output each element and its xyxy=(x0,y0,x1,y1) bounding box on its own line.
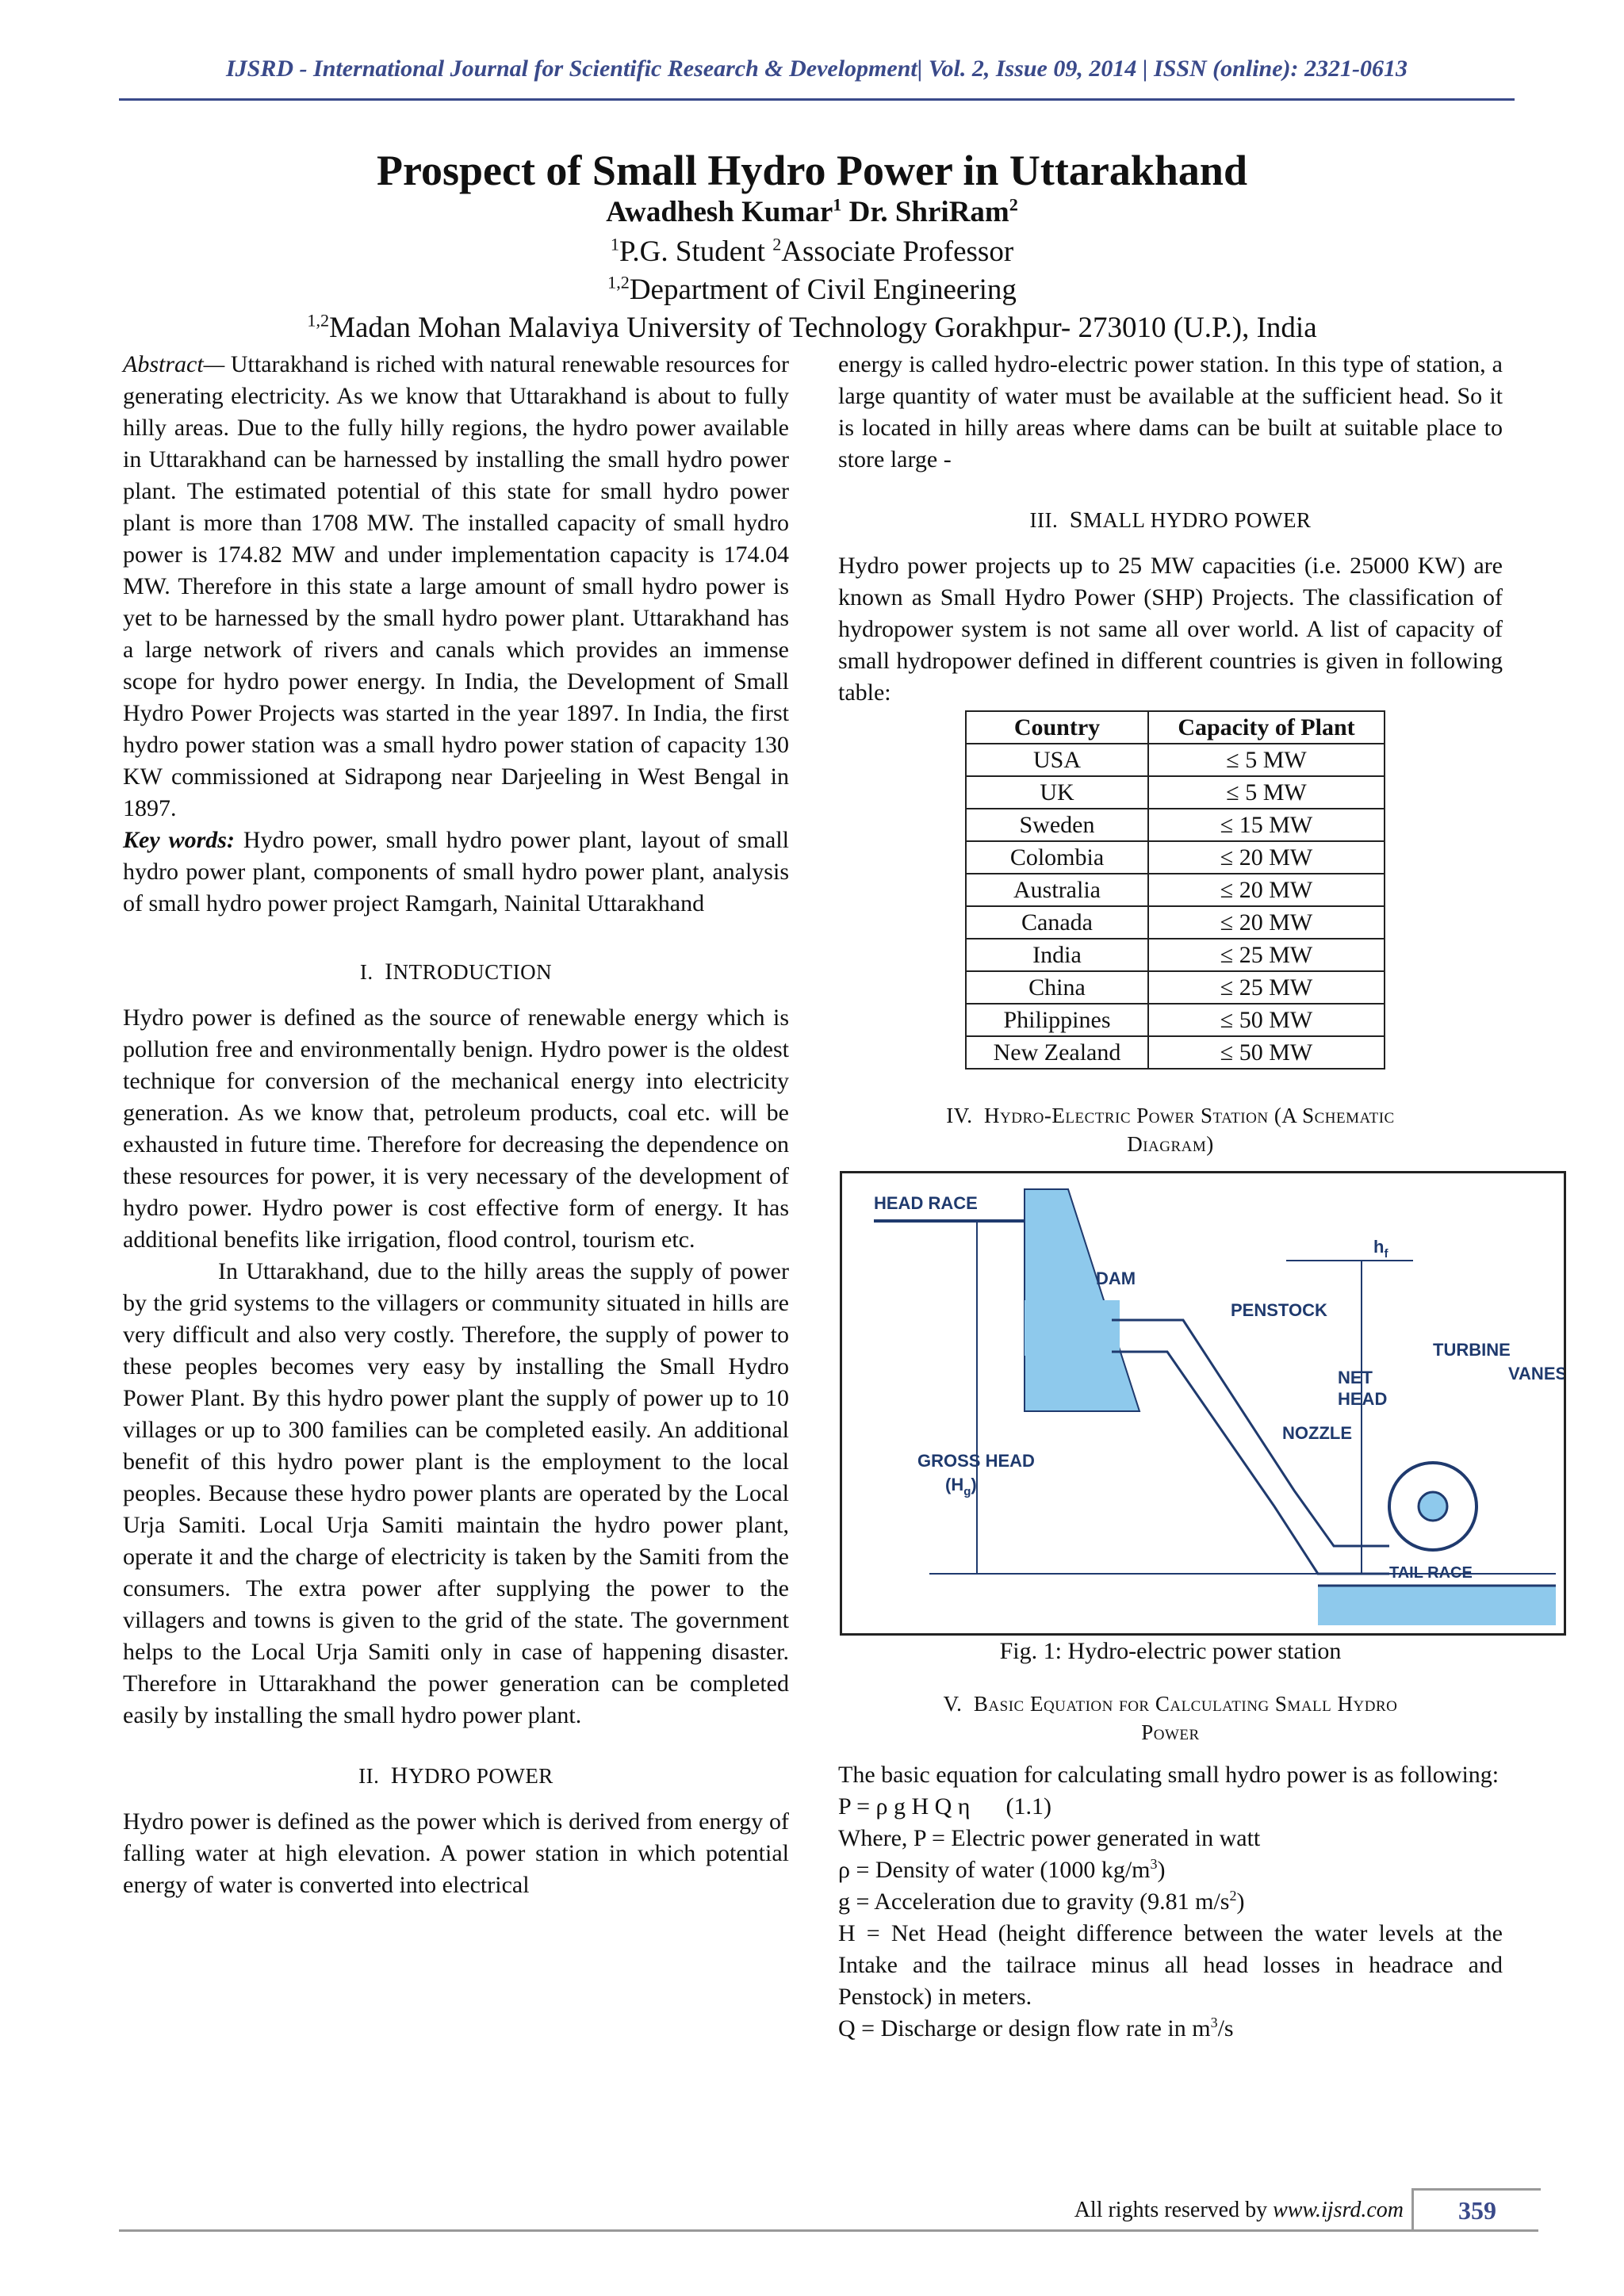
table-cell-country: UK xyxy=(966,776,1148,809)
keywords-label: Key words: xyxy=(123,827,235,853)
table-row xyxy=(966,841,1385,874)
table-row xyxy=(966,906,1385,939)
label-head: HEAD xyxy=(1338,1389,1388,1409)
label-hf: $h_f$ xyxy=(1373,1237,1388,1261)
hydro-schematic-diagram xyxy=(842,1173,1564,1633)
hydro-paragraph-2: energy is called hydro-electric power station. In this type of station, a large quantity of water must be available at the sufficient head. So it is located in hilly areas where dams can be built at suitable place to store large - xyxy=(838,351,1503,473)
section-heading-basic-equation: V. Basic Equation for Calculating Small Hydro Power xyxy=(943,1692,1398,1744)
label-net: NET xyxy=(1338,1368,1373,1387)
label-gross-head: GROSS HEAD xyxy=(917,1451,1035,1471)
figure-caption: Fig. 1: Hydro-electric power station xyxy=(999,1638,1342,1664)
shp-paragraph: Hydro power projects up to 25 MW capacities (i.e. 25000 KW) are known as Small Hydro Power (SHP) Projects. The classification of hydropower system is not same all over world. A list of capacity of small hydropower defined in different countries is given in following table: xyxy=(838,553,1503,706)
table-cell-capacity: ≤ 25 MW xyxy=(1148,971,1385,1004)
table-cell-capacity: ≤ 5 MW xyxy=(1148,744,1385,776)
affiliation-university: $^{1,2}$Madan Mohan Malaviya University of Technology Gorakhpur- 273010 (U.P.), India xyxy=(307,310,1317,344)
journal-header: IJSRD - International Journal for Scientific Research & Development| Vol. 2, Issue 09, 2014 | ISSN (online): 2321-0613 xyxy=(226,55,1408,82)
author-line: Awadhesh Kumar$^1$ Dr. ShriRam$^2$ xyxy=(606,194,1018,228)
label-turbine: TURBINE xyxy=(1433,1340,1511,1360)
section-heading-schematic: IV. Hydro-Electric Power Station (A Schematic Diagram) xyxy=(946,1104,1395,1156)
table-cell-country: Sweden xyxy=(966,809,1148,841)
table-cell-country: Colombia xyxy=(966,841,1148,874)
author-1: Awadhesh Kumar xyxy=(606,196,833,228)
table-cell-capacity: ≤ 20 MW xyxy=(1148,874,1385,906)
intake-water xyxy=(1025,1300,1120,1356)
table-cell-capacity: ≤ 50 MW xyxy=(1148,1036,1385,1069)
table-cell-capacity: ≤ 50 MW xyxy=(1148,1004,1385,1036)
capacity-table xyxy=(965,710,1385,1070)
table-cell-country: USA xyxy=(966,744,1148,776)
tail-race-water xyxy=(1318,1586,1556,1625)
abstract xyxy=(123,349,789,825)
table-row xyxy=(966,776,1385,809)
table-cell-country: New Zealand xyxy=(966,1036,1148,1069)
affiliation-positions: $^1$P.G. Student $^2$Associate Professor xyxy=(610,234,1014,268)
label-tail-race: TAIL RACE xyxy=(1389,1564,1473,1582)
table-row xyxy=(966,939,1385,971)
paper-title: Prospect of Small Hydro Power in Uttarakhand xyxy=(376,147,1247,194)
table-cell-country: India xyxy=(966,939,1148,971)
table-header-capacity: Capacity of Plant xyxy=(1148,711,1385,744)
keywords xyxy=(123,825,789,920)
equation-main: P = ρ g H Q η (1.1) xyxy=(838,1793,1051,1820)
hydro-paragraph-1: Hydro power is defined as the power which is derived from energy of falling water at high elevation. A power station in which potential energy of water is converted into electrical xyxy=(123,1808,789,1898)
author-2: Dr. ShriRam xyxy=(848,196,1009,228)
equation-where: Where, P = Electric power generated in watt xyxy=(838,1825,1261,1851)
section-heading-introduction: I. INTRODUCTION xyxy=(359,959,553,985)
table-row xyxy=(966,971,1385,1004)
keywords-text: Hydro power, small hydro power plant, layout of small hydro power plant, components of small hydro power plant, analysis of small hydro power project Ramgarh, Nainital Uttarakhand xyxy=(123,827,789,916)
equation-rho: ρ = Density of water (1000 $kg/m^3$) xyxy=(838,1856,1166,1883)
table-row xyxy=(966,1004,1385,1036)
table-header-country: Country xyxy=(966,711,1148,744)
figure-schematic xyxy=(840,1171,1566,1636)
header-rule xyxy=(119,98,1515,101)
table-cell-capacity: ≤ 5 MW xyxy=(1148,776,1385,809)
table-cell-country: China xyxy=(966,971,1148,1004)
table-cell-country: Philippines xyxy=(966,1004,1148,1036)
label-nozzle: NOZZLE xyxy=(1282,1423,1352,1443)
table-cell-capacity: ≤ 20 MW xyxy=(1148,841,1385,874)
table-cell-country: Australia xyxy=(966,874,1148,906)
turbine-hub xyxy=(1419,1492,1447,1521)
section-heading-hydro-power: II. HYDRO POWER xyxy=(358,1762,553,1789)
label-head-race: HEAD RACE xyxy=(874,1193,978,1213)
footer-rule xyxy=(119,2229,1538,2232)
left-column xyxy=(123,349,789,1901)
intro-paragraph-2: In Uttarakhand, due to the hilly areas the supply of power by the grid systems to the villagers or community situated in hills are very difficult and also very costly. Therefore, the supply of power to these peoples becomes very easy by installing the Small Hydro Power Plant. By this hydro power plant the supply of power up to 10 villages or up to 300 families can be completed easily. An additional benefit of this hydro power plant is the employment to the local peoples. Because these hydro power plants are operated by the Local Urja Samiti. Local Urja Samiti maintain the hydro power plant, operate it and the charge of electricity is taken by the Samiti from the consumers. The extra power after supplying the power to the villagers and towns is given to the grid of the state. The government helps to the Local Urja Samiti only in case of happening disaster. Therefore in Uttarakhand the power generation can be completed easily by installing the small hydro power plant. xyxy=(123,1258,789,1728)
label-dam: DAM xyxy=(1096,1269,1136,1288)
page-number: 359 xyxy=(1411,2188,1541,2230)
label-vanes: VANES xyxy=(1508,1364,1564,1383)
table-row xyxy=(966,809,1385,841)
abstract-label: Abstract— xyxy=(123,351,225,377)
label-hg: $(H_g)$ xyxy=(945,1475,977,1498)
abstract-text: Uttarakhand is riched with natural renewable resources for generating electricity. As we know that Uttarakhand is about to fully hilly areas. Due to the fully hilly regions, the hydro power available in Uttarakhand can be harnessed by installing the small hydro power plant. The estimated potential of this state for small hydro power plant is more than 1708 MW. The installed capacity of small hydro power is 174.82 MW and under implementation capacity is 174.04 MW. Therefore in this state a large amount of small hydro power is yet to be harnessed by the small hydro power plant. Uttarakhand has a large network of rivers and canals which provides an immense scope for hydro power energy. In India, the Development of Small Hydro Power Projects was started in the year 1897. In India, the first hydro power station was a small hydro power station of capacity 130 KW commissioned at Sidrapong near Darjeeling in West Bengal in 1897. xyxy=(123,351,789,821)
intro-paragraph-1: Hydro power is defined as the source of renewable energy which is pollution free and environmentally benign. Hydro power is the oldest technique for conversion of the mechanical energy into electricity generation. As we know that, petroleum products, coal etc. will be exhausted in future time. Therefore for decreasing the dependence on these resources for power, it is very necessary of the development of hydro power. Hydro power is cost effective form of energy. It has additional benefits like irrigation, flood control, tourism etc. xyxy=(123,1004,789,1253)
head-race-line xyxy=(874,1219,1032,1223)
table-cell-country: Canada xyxy=(966,906,1148,939)
equation-Q: Q = Discharge or design flow rate in $m^3/s$ xyxy=(838,2015,1234,2042)
table-row xyxy=(966,744,1385,776)
table-cell-capacity: ≤ 15 MW xyxy=(1148,809,1385,841)
footer-rights: All rights reserved by www.ijsrd.com xyxy=(1074,2198,1404,2222)
equation-g: g = Acceleration due to gravity (9.81 $m/s^2$) xyxy=(838,1888,1245,1915)
section-heading-small-hydro-power: III. SMALL HYDRO POWER xyxy=(1029,507,1312,533)
table-row xyxy=(966,874,1385,906)
table-cell-capacity: ≤ 20 MW xyxy=(1148,906,1385,939)
label-penstock: PENSTOCK xyxy=(1231,1300,1327,1320)
table-header-row xyxy=(966,711,1385,744)
right-column xyxy=(838,349,1564,2045)
table-row xyxy=(966,1036,1385,1069)
equation-H: H = Net Head (height difference between the water levels at the Intake and the tailrace minus all head losses in headrace and Penstock) in meters. xyxy=(838,1920,1503,2010)
equation-intro: The basic equation for calculating small hydro power is as following: xyxy=(838,1762,1500,1788)
affiliation-department: $^{1,2}$Department of Civil Engineering xyxy=(607,272,1017,306)
footer-site-link[interactable]: www.ijsrd.com xyxy=(1273,2198,1404,2222)
table-cell-capacity: ≤ 25 MW xyxy=(1148,939,1385,971)
